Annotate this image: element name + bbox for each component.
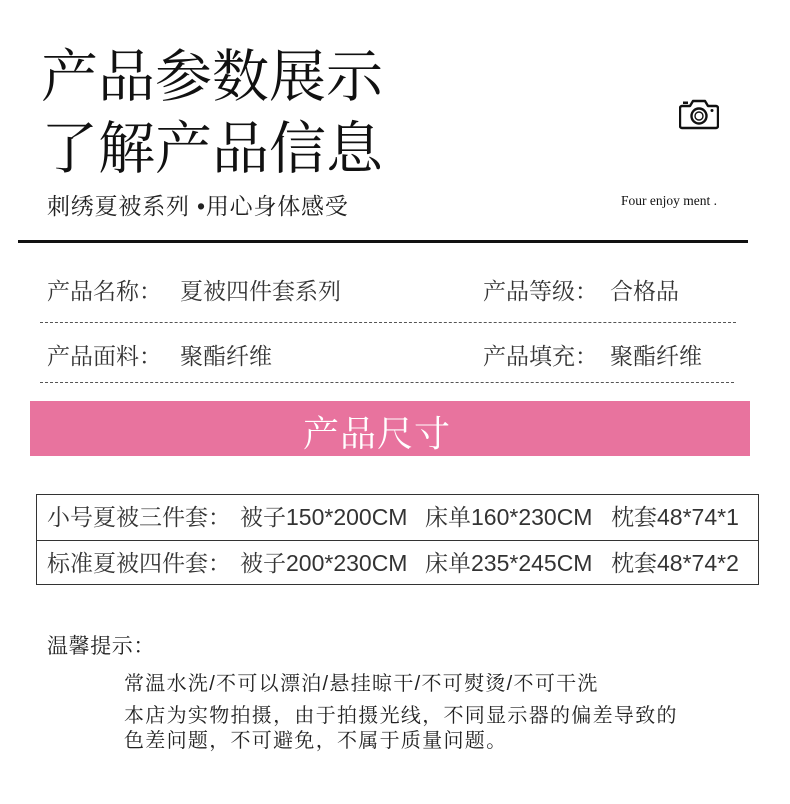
size-row-sheet: 床单160*230CM [425,504,593,530]
table-row [37,540,758,585]
size-table [36,494,759,585]
tip-line: 本店为实物拍摄，由于拍摄光线，不同显示器的偏差导致的 [124,705,678,727]
param-value-grade: 合格品 [610,278,679,304]
tagline: Four enjoy ment . [621,193,717,208]
tip-line: 常温水洗/不可以漂泊/悬挂晾干/不可熨烫/不可干洗 [124,673,599,695]
subtitle: 刺绣夏被系列 •用心身体感受 [47,193,349,219]
dashed-divider [40,322,736,323]
header-divider [18,240,748,243]
size-row-pillowcase: 枕套48*74*2 [611,550,739,576]
dashed-divider [40,382,734,383]
param-label-filling: 产品填充： [483,343,598,369]
param-value-name: 夏被四件套系列 [180,278,341,304]
size-row-quilt: 被子200*230CM [240,550,408,576]
param-value-fabric: 聚酯纤维 [180,343,272,369]
size-banner-title: 产品尺寸 [303,413,452,454]
page-title-line-1: 产品参数展示 [41,45,383,109]
size-row-quilt: 被子150*200CM [240,504,408,530]
param-label-fabric: 产品面料： [47,343,162,369]
param-label-grade: 产品等级： [483,278,598,304]
param-value-filling: 聚酯纤维 [610,343,702,369]
size-banner [30,401,750,456]
tip-line: 色差问题，不可避免，不属于质量问题。 [124,730,508,752]
size-row-name: 小号夏被三件套： [47,504,231,530]
tips-title: 温馨提示： [47,635,155,658]
page-title-line-2: 了解产品信息 [41,117,383,181]
param-label-name: 产品名称： [47,278,162,304]
table-row [37,495,758,540]
size-row-sheet: 床单235*245CM [425,550,593,576]
camera-icon [679,97,719,131]
size-row-name: 标准夏被四件套： [47,550,231,576]
size-row-pillowcase: 枕套48*74*1 [611,504,739,530]
